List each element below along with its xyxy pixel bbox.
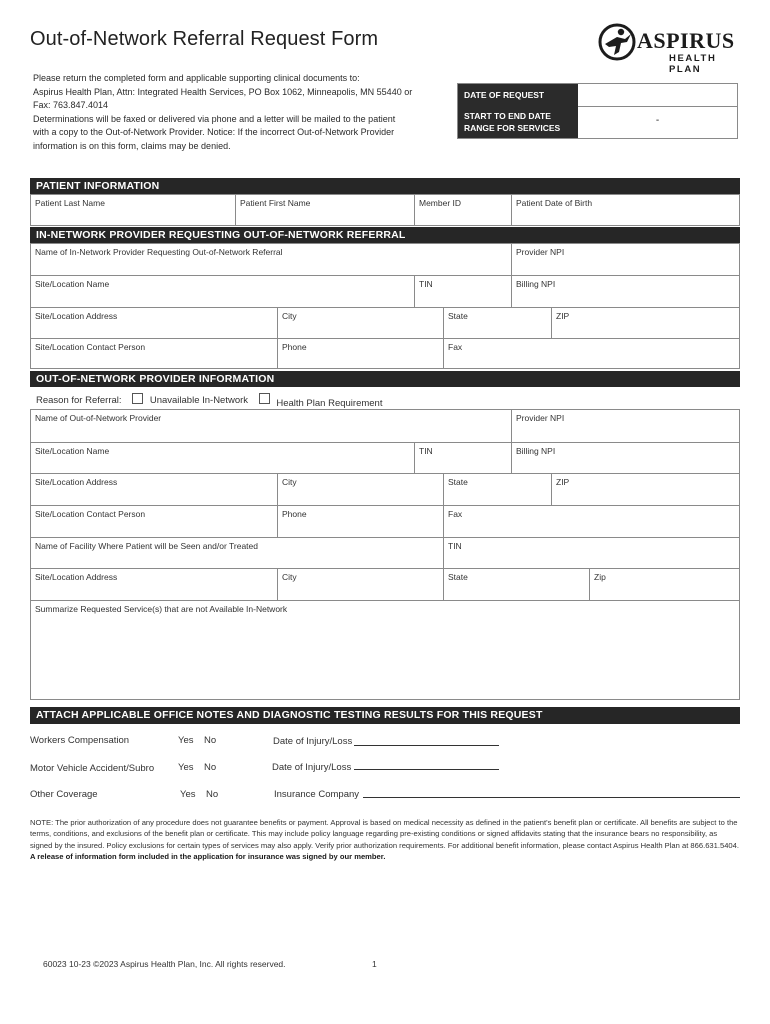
out-network-grid [30, 409, 740, 700]
in-network-tin-field[interactable]: TIN [414, 275, 511, 307]
intro-line: information is on this form, claims may be denied. [33, 140, 231, 151]
service-range-label [458, 106, 578, 138]
footer-copyright: 60023 10-23 ©2023 Aspirus Health Plan, Inc. All rights reserved. [43, 959, 286, 969]
logo-wordmark: ASPIRUS [637, 28, 735, 53]
form-title: Out-of-Network Referral Request Form [30, 28, 379, 50]
disclaimer-bold-text: A release of information form included in the application for insurance was signed by our member. [30, 852, 386, 862]
intro-line: Please return the completed form and applicable supporting clinical documents to: [33, 73, 360, 83]
patient-section-heading: PATIENT INFORMATION [30, 178, 740, 194]
in-network-provider-npi-field[interactable]: Provider NPI [511, 244, 739, 275]
aspirus-logo [597, 22, 745, 75]
yes-option[interactable]: Yes [178, 762, 194, 773]
facility-tin-field[interactable]: TIN [443, 537, 739, 568]
in-network-provider-name-field[interactable]: Name of In-Network Provider Requesting Out-of-Network Referral [35, 247, 283, 257]
insurance-company-line[interactable] [363, 796, 740, 798]
facility-state-field[interactable]: State [443, 568, 589, 600]
out-network-zip-field[interactable]: ZIP [551, 473, 739, 505]
request-dates-table [457, 83, 738, 139]
range-separator: - [655, 115, 660, 126]
out-network-city-field[interactable]: City [277, 473, 443, 505]
intro-instructions [33, 72, 443, 154]
intro-line: Aspirus Health Plan, Attn: Integrated Health Services, PO Box 1062, Minneapolis, MN 55440 or [33, 86, 413, 97]
out-network-tin-field[interactable]: TIN [414, 442, 511, 473]
in-network-zip-field[interactable]: ZIP [551, 307, 739, 338]
attach-section-heading: ATTACH APPLICABLE OFFICE NOTES AND DIAGNOSTIC TESTING RESULTS FOR THIS REQUEST [30, 707, 740, 724]
in-network-site-name-field[interactable]: Site/Location Name [31, 275, 414, 307]
member-id-field[interactable]: Member ID [414, 195, 511, 225]
service-range-label-line: RANGE FOR SERVICES [464, 123, 561, 133]
disclaimer-text: NOTE: The prior authorization of any procedure does not guarantee benefits or payment. Approval is based on medical necessity as defined in the patient's benefit plan or certificate. All benefits are subject to the terms, conditions, and exclusions of the benefit plan or certificate. This may include policy language regarding pre-existing conditions or signed affidavits stating that the insurance bears no responsibility, as signed by the insured. Policy exclusions for certain types of services may also apply. Verify prior authorization requirements. For additional benefit information, please contact Aspirus Health Plan at 866.631.5404. [30, 818, 739, 850]
aspirus-figure-icon [597, 22, 637, 62]
in-network-contact-field[interactable]: Site/Location Contact Person [31, 338, 277, 368]
disclaimer-note [30, 817, 740, 863]
intro-line: Determinations will be faxed or delivered via phone and a letter will be mailed to the patient [33, 113, 396, 124]
out-network-section-heading: OUT-OF-NETWORK PROVIDER INFORMATION [30, 371, 740, 387]
yes-option[interactable]: Yes [180, 789, 196, 800]
intro-line: Fax: 763.847.4014 [33, 100, 109, 111]
no-option[interactable]: No [204, 762, 217, 773]
reason-label: Reason for Referral: [36, 395, 122, 406]
health-plan-requirement-checkbox[interactable] [259, 393, 270, 404]
in-network-state-field[interactable]: State [443, 307, 551, 338]
out-network-billing-npi-field[interactable]: Billing NPI [511, 442, 739, 473]
out-network-address-field[interactable]: Site/Location Address [31, 473, 277, 505]
date-of-request-label: DATE OF REQUEST [458, 84, 578, 106]
out-network-site-name-field[interactable]: Site/Location Name [31, 442, 414, 473]
reason-for-referral [36, 393, 383, 409]
yes-option[interactable]: Yes [178, 735, 194, 746]
attach-row-label: Other Coverage [30, 789, 98, 800]
logo-subtitle: HEALTH PLAN [669, 53, 717, 75]
unavailable-in-network-checkbox[interactable] [132, 393, 143, 404]
health-plan-requirement-label: Health Plan Requirement [276, 398, 383, 409]
patient-grid [30, 194, 740, 226]
unavailable-in-network-label: Unavailable In-Network [149, 395, 249, 406]
in-network-phone-field[interactable]: Phone [277, 338, 443, 368]
in-network-address-field[interactable]: Site/Location Address [31, 307, 277, 338]
service-range-field[interactable] [578, 106, 737, 138]
facility-zip-field[interactable]: Zip [589, 568, 739, 600]
patient-first-name-field[interactable]: Patient First Name [235, 195, 414, 225]
date-of-request-field[interactable] [578, 84, 737, 107]
no-option[interactable]: No [206, 789, 219, 800]
attach-row-label: Workers Compensation [30, 735, 130, 746]
facility-address-field[interactable]: Site/Location Address [31, 568, 277, 600]
out-network-provider-name-field[interactable]: Name of Out-of-Network Provider [35, 413, 162, 423]
patient-dob-field[interactable]: Patient Date of Birth [511, 195, 739, 225]
no-option[interactable]: No [204, 735, 217, 746]
in-network-fax-field[interactable]: Fax [443, 338, 739, 368]
service-range-label-line: START TO END DATE [464, 111, 551, 121]
out-network-phone-field[interactable]: Phone [277, 505, 443, 537]
page-number: 1 [372, 959, 377, 969]
date-of-injury-line[interactable] [354, 768, 499, 770]
insurance-company-label: Insurance Company [274, 789, 360, 800]
in-network-section-heading: IN-NETWORK PROVIDER REQUESTING OUT-OF-NETWORK REFERRAL [30, 227, 740, 243]
date-of-injury-label: Date of Injury/Loss [272, 762, 352, 773]
date-of-injury-line[interactable] [354, 744, 499, 746]
date-of-injury-label: Date of Injury/Loss [273, 736, 353, 747]
out-network-provider-npi-field[interactable]: Provider NPI [511, 410, 739, 442]
patient-last-name-field[interactable]: Patient Last Name [35, 198, 105, 208]
in-network-billing-npi-field[interactable]: Billing NPI [511, 275, 739, 307]
out-network-contact-field[interactable]: Site/Location Contact Person [31, 505, 277, 537]
attach-row-label: Motor Vehicle Accident/Subro [30, 763, 155, 774]
facility-city-field[interactable]: City [277, 568, 443, 600]
in-network-city-field[interactable]: City [277, 307, 443, 338]
intro-line: with a copy to the Out-of-Network Provider. Notice: If the incorrect Out-of-Network Provider [33, 127, 395, 138]
out-network-fax-field[interactable]: Fax [443, 505, 739, 537]
facility-name-field[interactable]: Name of Facility Where Patient will be Seen and/or Treated [31, 537, 443, 568]
out-network-state-field[interactable]: State [443, 473, 551, 505]
in-network-grid [30, 243, 740, 369]
requested-services-summary-field[interactable]: Summarize Requested Service(s) that are not Available In-Network [31, 600, 739, 699]
